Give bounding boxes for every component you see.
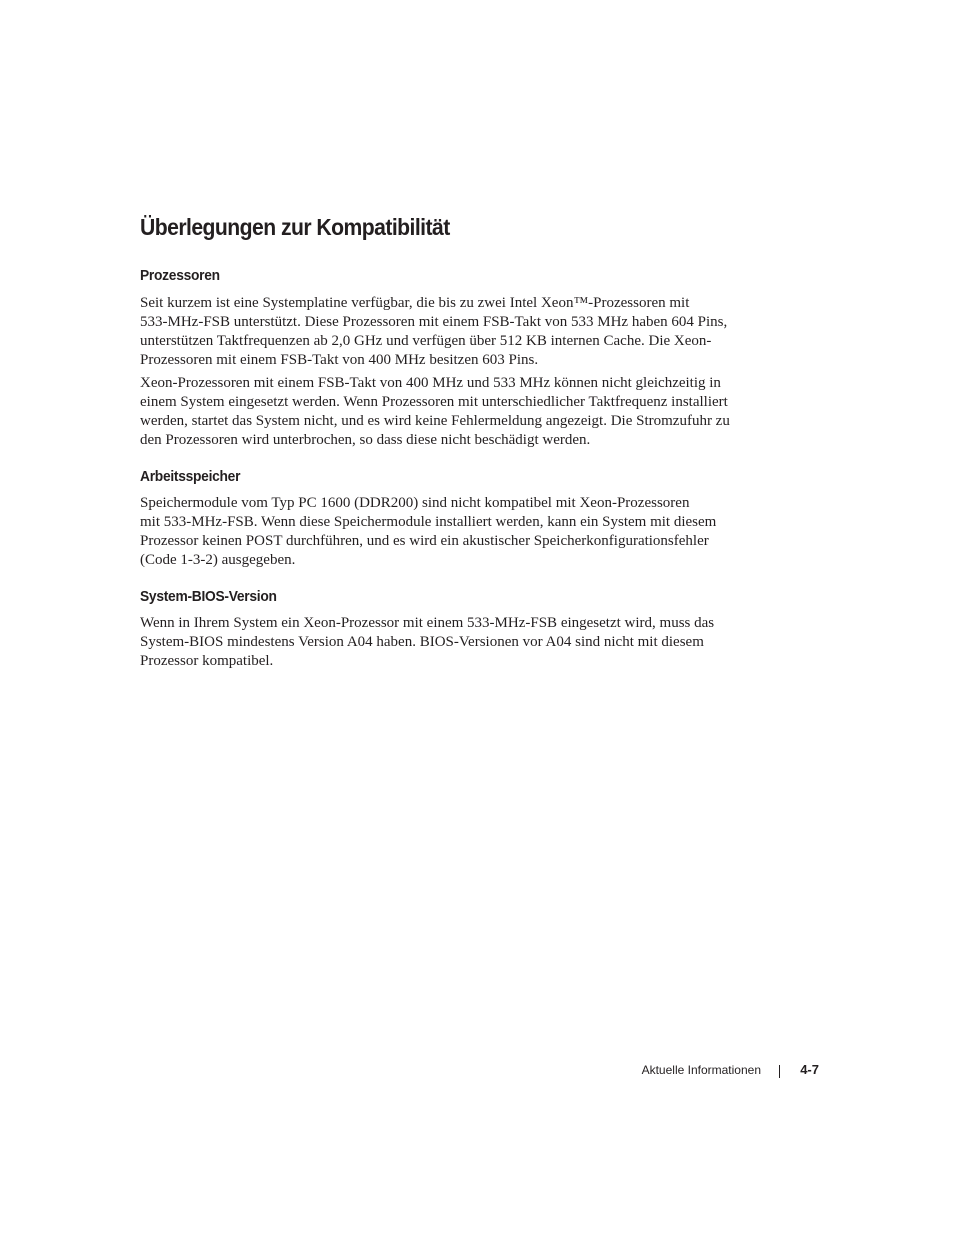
text-line: werden, startet das System nicht, und es wird keine Fehlermeldung angezeigt. Die Stromzufuhr zu — [140, 413, 730, 429]
section-heading-prozessoren: Prozessoren — [140, 267, 220, 284]
text-line: Xeon-Prozessoren mit einem FSB-Takt von 400 MHz und 533 MHz können nicht gleichzeitig in — [140, 375, 721, 391]
text-line: den Prozessoren wird unterbrochen, so dass diese nicht beschädigt werden. — [140, 432, 591, 448]
text-line: (Code 1-3-2) ausgegeben. — [140, 552, 296, 568]
text-line: Wenn in Ihrem System ein Xeon-Prozessor mit einem 533-MHz-FSB eingesetzt wird, muss das — [140, 615, 715, 631]
text-line: Prozessor kompatibel. — [140, 653, 274, 669]
text-line: Seit kurzem ist eine Systemplatine verfügbar, die bis zu zwei Intel Xeon™-Prozessoren mit — [140, 295, 690, 311]
text-line: Prozessor keinen POST durchführen, und es wird ein akustischer Speicherkonfigurationsfehler — [140, 533, 709, 549]
text-line: einem System eingesetzt werden. Wenn Prozessoren mit unterschiedlicher Taktfrequenz installiert — [140, 394, 728, 410]
footer-divider — [779, 1065, 780, 1078]
page-title: Überlegungen zur Kompatibilität — [140, 214, 450, 240]
text-line: 533-MHz-FSB unterstützt. Diese Prozessoren mit einem FSB-Takt von 533 MHz haben 604 Pins, — [140, 314, 728, 330]
text-line: Speichermodule vom Typ PC 1600 (DDR200) sind nicht kompatibel mit Xeon-Prozessoren — [140, 495, 690, 511]
page-footer — [0, 1062, 819, 1080]
text-line: System-BIOS mindestens Version A04 haben. BIOS-Versionen vor A04 sind nicht mit diesem — [140, 634, 704, 650]
text-line: mit 533-MHz-FSB. Wenn diese Speichermodule installiert werden, kann ein System mit diesem — [140, 514, 717, 530]
section-heading-system-bios-version: System-BIOS-Version — [140, 588, 277, 605]
paragraph-arbeitsspeicher — [140, 494, 780, 570]
paragraph-system-bios-version — [140, 614, 780, 671]
paragraph-prozessoren-1 — [140, 294, 780, 370]
paragraph-prozessoren-2 — [140, 374, 780, 450]
footer-page-number: 4-7 — [800, 1062, 819, 1077]
section-heading-arbeitsspeicher: Arbeitsspeicher — [140, 468, 241, 485]
text-line: unterstützen Taktfrequenzen ab 2,0 GHz und verfügen über 512 KB internen Cache. Die Xeon- — [140, 333, 712, 349]
footer-section-label: Aktuelle Informationen — [641, 1063, 761, 1077]
text-line: Prozessoren mit einem FSB-Takt von 400 MHz besitzen 603 Pins. — [140, 352, 539, 368]
